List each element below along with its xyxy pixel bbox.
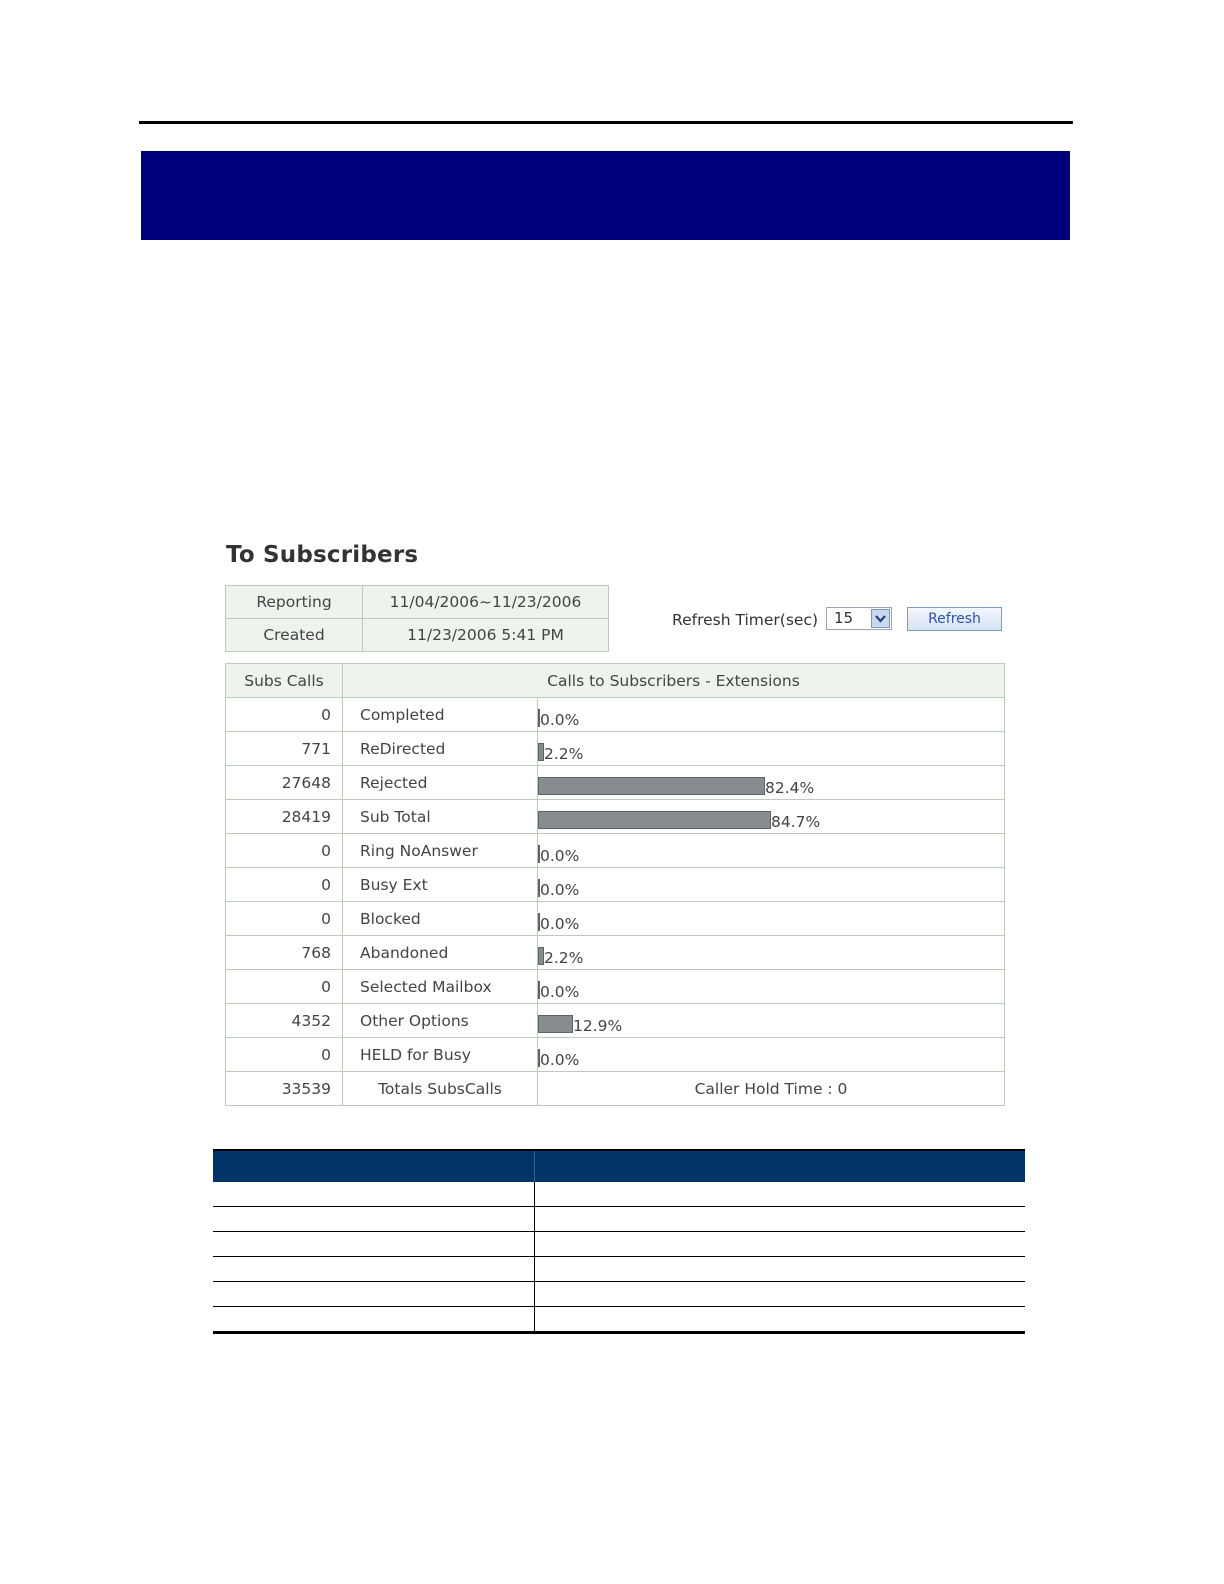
table-cell bbox=[213, 1232, 535, 1257]
percentage-cell bbox=[538, 732, 1005, 766]
percentage-bar bbox=[538, 777, 765, 795]
percentage-cell bbox=[538, 936, 1005, 970]
table-row bbox=[226, 1004, 1005, 1038]
percentage-cell bbox=[538, 970, 1005, 1004]
column-header-subs-calls: Subs Calls bbox=[226, 664, 343, 698]
calls-count: 4352 bbox=[226, 1004, 343, 1038]
refresh-button[interactable]: Refresh bbox=[907, 607, 1002, 631]
percentage-cell bbox=[538, 1038, 1005, 1072]
percentage-cell bbox=[538, 800, 1005, 834]
calls-count: 0 bbox=[226, 868, 343, 902]
percentage-bar bbox=[538, 811, 771, 829]
calls-count: 771 bbox=[226, 732, 343, 766]
call-category: Completed bbox=[343, 698, 538, 732]
info-row-created bbox=[226, 619, 609, 652]
call-category: ReDirected bbox=[343, 732, 538, 766]
calls-count: 0 bbox=[226, 834, 343, 868]
call-category: Busy Ext bbox=[343, 868, 538, 902]
call-category: HELD for Busy bbox=[343, 1038, 538, 1072]
table-row bbox=[213, 1207, 1025, 1232]
table-row bbox=[226, 1038, 1005, 1072]
table-row bbox=[213, 1257, 1025, 1282]
table-row bbox=[226, 800, 1005, 834]
table-cell bbox=[535, 1257, 1026, 1282]
percentage-label: 0.0% bbox=[540, 1050, 580, 1069]
percentage-cell bbox=[538, 902, 1005, 936]
table-row bbox=[226, 834, 1005, 868]
call-category: Abandoned bbox=[343, 936, 538, 970]
column-header-calls-title: Calls to Subscribers - Extensions bbox=[343, 664, 1005, 698]
percentage-label: 2.2% bbox=[544, 744, 584, 763]
percentage-label: 0.0% bbox=[540, 846, 580, 865]
calls-count: 0 bbox=[226, 970, 343, 1004]
chevron-down-icon[interactable] bbox=[871, 609, 890, 628]
table-cell bbox=[535, 1182, 1026, 1207]
refresh-timer-label: Refresh Timer(sec) bbox=[672, 611, 818, 629]
percentage-label: 84.7% bbox=[771, 812, 821, 831]
table-cell bbox=[213, 1282, 535, 1307]
calls-count: 0 bbox=[226, 902, 343, 936]
description-table bbox=[213, 1149, 1025, 1334]
stats-body bbox=[226, 698, 1005, 1106]
refresh-timer-select[interactable] bbox=[826, 607, 892, 630]
caller-hold-time: Caller Hold Time : 0 bbox=[538, 1072, 1005, 1106]
table-row bbox=[226, 868, 1005, 902]
percentage-label: 2.2% bbox=[544, 948, 584, 967]
calls-count: 28419 bbox=[226, 800, 343, 834]
percentage-bar bbox=[538, 1015, 573, 1033]
table-cell bbox=[535, 1282, 1026, 1307]
top-rule bbox=[139, 121, 1073, 124]
report-info-table bbox=[225, 585, 609, 652]
percentage-label: 82.4% bbox=[765, 778, 815, 797]
subscriber-calls-table bbox=[225, 663, 1005, 1106]
table-row bbox=[226, 698, 1005, 732]
table-row bbox=[213, 1232, 1025, 1257]
call-category: Selected Mailbox bbox=[343, 970, 538, 1004]
calls-count: 0 bbox=[226, 1038, 343, 1072]
refresh-timer-value: 15 bbox=[834, 609, 854, 627]
description-header-row bbox=[213, 1150, 1025, 1182]
info-row-reporting bbox=[226, 586, 609, 619]
totals-row bbox=[226, 1072, 1005, 1106]
table-cell bbox=[535, 1207, 1026, 1232]
calls-count: 0 bbox=[226, 698, 343, 732]
table-row bbox=[213, 1282, 1025, 1307]
percentage-label: 0.0% bbox=[540, 710, 580, 729]
table-cell bbox=[213, 1207, 535, 1232]
percentage-cell bbox=[538, 766, 1005, 800]
percentage-label: 0.0% bbox=[540, 982, 580, 1001]
table-cell bbox=[213, 1182, 535, 1207]
percentage-cell bbox=[538, 868, 1005, 902]
info-value: 11/04/2006~11/23/2006 bbox=[363, 586, 609, 619]
calls-count: 27648 bbox=[226, 766, 343, 800]
call-category: Blocked bbox=[343, 902, 538, 936]
table-row bbox=[226, 766, 1005, 800]
table-row bbox=[213, 1182, 1025, 1207]
subscribers-report-panel bbox=[218, 538, 1008, 1110]
panel-title: To Subscribers bbox=[226, 542, 419, 568]
call-category: Ring NoAnswer bbox=[343, 834, 538, 868]
table-row bbox=[226, 970, 1005, 1004]
table-row bbox=[213, 1307, 1025, 1333]
totals-label: Totals SubsCalls bbox=[343, 1072, 538, 1106]
call-category: Rejected bbox=[343, 766, 538, 800]
call-category: Sub Total bbox=[343, 800, 538, 834]
table-cell bbox=[535, 1232, 1026, 1257]
table-row bbox=[226, 936, 1005, 970]
table-row bbox=[226, 732, 1005, 766]
percentage-cell bbox=[538, 834, 1005, 868]
percentage-label: 0.0% bbox=[540, 880, 580, 899]
header-banner bbox=[141, 151, 1070, 240]
description-header-cell bbox=[213, 1150, 535, 1182]
total-calls-count: 33539 bbox=[226, 1072, 343, 1106]
percentage-cell bbox=[538, 1004, 1005, 1038]
percentage-label: 12.9% bbox=[573, 1016, 623, 1035]
table-row bbox=[226, 902, 1005, 936]
info-value: 11/23/2006 5:41 PM bbox=[363, 619, 609, 652]
percentage-cell bbox=[538, 698, 1005, 732]
call-category: Other Options bbox=[343, 1004, 538, 1038]
calls-count: 768 bbox=[226, 936, 343, 970]
table-cell bbox=[213, 1257, 535, 1282]
table-cell bbox=[213, 1307, 535, 1333]
table-cell bbox=[535, 1307, 1026, 1333]
stats-header-row bbox=[226, 664, 1005, 698]
percentage-label: 0.0% bbox=[540, 914, 580, 933]
description-header-cell bbox=[535, 1150, 1026, 1182]
info-label: Created bbox=[226, 619, 363, 652]
info-label: Reporting bbox=[226, 586, 363, 619]
